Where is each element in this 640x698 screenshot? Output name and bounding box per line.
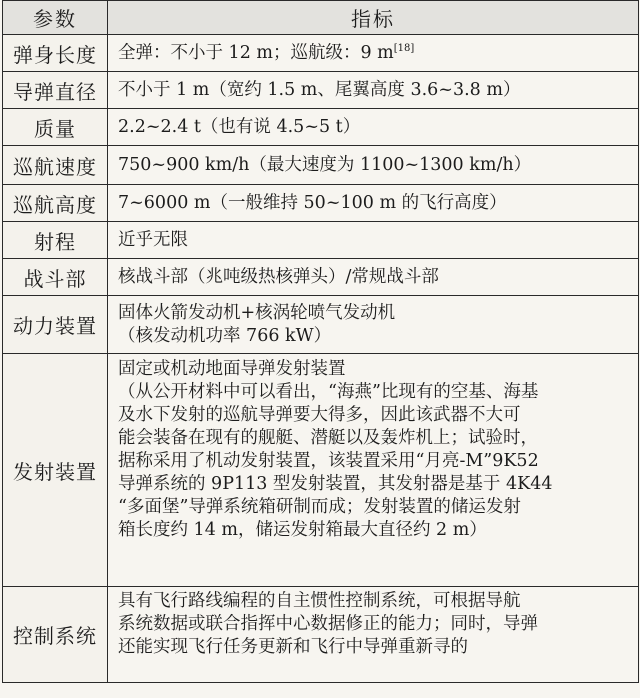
table-row: [3, 222, 639, 259]
value-cell: [108, 109, 639, 146]
table-row: [3, 296, 639, 354]
value-line: 固定或机动地面导弹发射装置: [118, 359, 346, 379]
value-line: 固体火箭发动机+核涡轮喷气发动机: [118, 302, 396, 323]
value-line: 核战斗部（兆吨级热核弹头）/常规战斗部: [118, 266, 439, 287]
value-line: 7~6000 m（一般维持 50~100 m 的飞行高度）: [118, 192, 507, 213]
value-cell: [108, 185, 639, 222]
param-cell: 导弹直径: [3, 72, 108, 109]
value-line: 能会装备在现有的舰艇、潜艇以及轰炸机上；试验时，: [118, 428, 538, 448]
value-line: 及水下发射的巡航导弹要大得多，因此该武器不大可: [118, 405, 521, 425]
value-line: 据称采用了机动发射装置，该装置采用“月亮-M”9K52: [118, 451, 539, 471]
param-cell: 射程: [3, 222, 108, 259]
param-cell: 弹身长度: [3, 35, 108, 72]
value-cell: [108, 354, 639, 587]
table-row: [3, 185, 639, 222]
param-cell: 发射装置: [3, 354, 108, 587]
value-cell: [108, 259, 639, 296]
value-cell: [108, 296, 639, 354]
value-line: （从公开材料中可以看出，“海燕”比现有的空基、海基: [118, 382, 539, 402]
value-cell: [108, 72, 639, 109]
table-row: [3, 587, 639, 683]
value-line: 不小于 1 m（宽约 1.5 m、尾翼高度 3.6~3.8 m）: [118, 79, 521, 100]
value-line: “多面堡”导弹系统箱研制而成；发射装置的储运发射: [118, 497, 521, 517]
value-line: 2.2~2.4 t（也有说 4.5~5 t）: [118, 116, 361, 137]
header-param: 参数: [3, 1, 108, 35]
value-line: [118, 42, 630, 65]
param-cell: 巡航速度: [3, 146, 108, 185]
value-line: 750~900 km/h（最大速度为 1100~1300 km/h）: [118, 154, 532, 175]
reference-mark: [18]: [393, 42, 415, 54]
table-row: [3, 259, 639, 296]
value-line: 具有飞行路线编程的自主惯性控制系统，可根据导航: [118, 591, 521, 611]
table-row: [3, 109, 639, 146]
value-line: 导弹系统的 9P113 型发射装置，其发射器是基于 4K44: [118, 474, 553, 494]
value-cell: [108, 222, 639, 259]
table-row: [3, 354, 639, 587]
value-text: 全弹：不小于 12 m；巡航级：9 m: [118, 42, 394, 63]
value-line: 系统数据或联合指挥中心数据修正的能力；同时，导弹: [118, 614, 538, 634]
value-line: 近乎无限: [118, 229, 188, 250]
header-row: [3, 1, 639, 35]
value-cell: [108, 35, 639, 72]
param-cell: 控制系统: [3, 587, 108, 683]
table-row: [3, 146, 639, 185]
table-row: [3, 35, 639, 72]
param-cell: 巡航高度: [3, 185, 108, 222]
value-line: （核发动机功率 766 kW）: [118, 325, 332, 346]
header-value: 指标: [108, 1, 639, 35]
value-cell: [108, 146, 639, 185]
value-cell: [108, 587, 639, 683]
param-cell: 战斗部: [3, 259, 108, 296]
value-line: 箱长度约 14 m，储运发射箱最大直径约 2 m）: [118, 520, 487, 540]
value-line: 还能实现飞行任务更新和飞行中导弹重新寻的: [118, 637, 468, 657]
param-cell: 动力装置: [3, 296, 108, 354]
param-cell: 质量: [3, 109, 108, 146]
table-row: [3, 72, 639, 109]
spec-table: [2, 0, 639, 683]
